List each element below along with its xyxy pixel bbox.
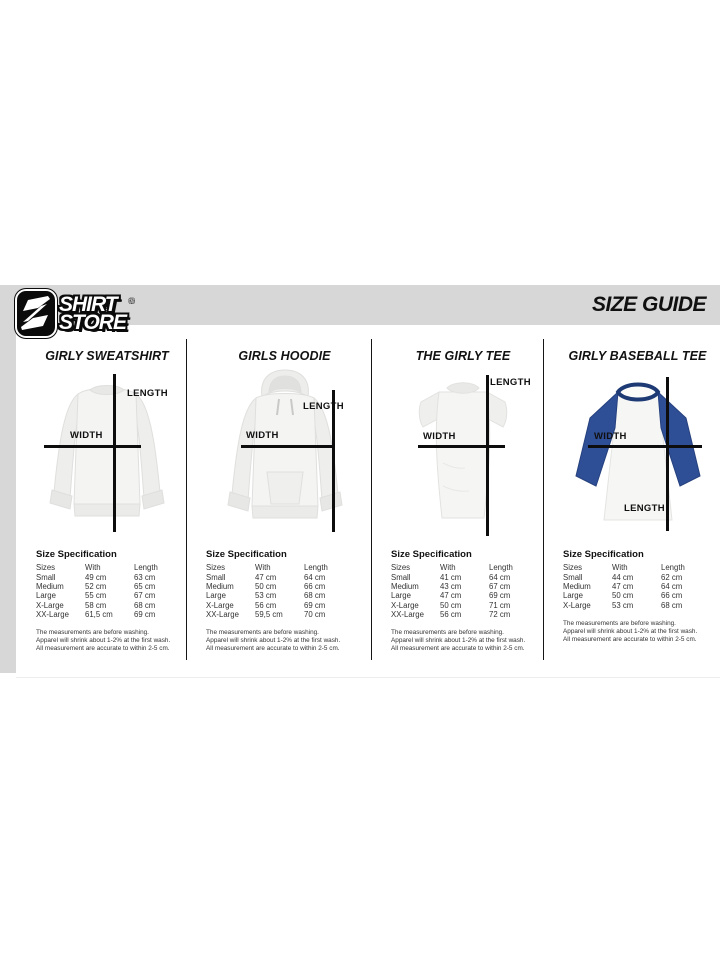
size-row: Large 47 cm 69 cm — [391, 591, 511, 601]
size-row: Small 49 cm 63 cm — [36, 573, 156, 582]
column-header: With — [612, 563, 628, 572]
width-label: WIDTH — [423, 431, 456, 442]
size-row: Medium 43 cm 67 cm — [391, 582, 511, 592]
note-line: The measurements are before washing. — [206, 629, 319, 637]
size-row: Small 41 cm 64 cm — [391, 573, 511, 582]
note-line: The measurements are before washing. — [563, 619, 676, 627]
note-line: All measurement are accurate to within 2-5 cm. — [36, 645, 170, 653]
note-line: All measurement are accurate to within 2-5 cm. — [391, 645, 525, 653]
product-column — [186, 325, 371, 677]
note-line: All measurement are accurate to within 2-5 cm. — [206, 645, 340, 653]
note-line: Apparel will shrink about 1-2% at the first wash. — [206, 637, 341, 645]
length-label: LENGTH — [127, 388, 168, 399]
note-line: Apparel will shrink about 1-2% at the first wash. — [36, 637, 171, 645]
left-gray-strip — [0, 325, 16, 673]
column-header: With — [255, 563, 271, 572]
product-figure — [206, 368, 363, 540]
size-row: X-Large 53 cm 68 cm — [563, 600, 683, 610]
length-measure-line — [113, 374, 116, 532]
product-column — [16, 325, 186, 677]
size-row: Large 55 cm 67 cm — [36, 591, 156, 601]
column-header: Length — [661, 563, 685, 572]
size-row: XX-Large 61,5 cm 69 cm — [36, 609, 156, 619]
size-table — [391, 563, 533, 619]
lightning-s-icon — [17, 291, 55, 336]
column-header: Length — [304, 563, 328, 572]
product-figure — [563, 368, 712, 540]
width-measure-line — [241, 445, 335, 448]
width-label: WIDTH — [246, 430, 279, 441]
size-table — [36, 563, 178, 619]
size-row: Small 44 cm 62 cm — [563, 573, 683, 582]
length-label: LENGTH — [303, 401, 344, 412]
shirt-store-logo[interactable] — [17, 291, 133, 336]
logo-word-store: STORE — [59, 310, 126, 334]
page-title: SIZE GUIDE — [591, 293, 706, 316]
note-line: All measurement are accurate to within 2-5 cm. — [563, 635, 697, 643]
note-line: The measurements are before washing. — [391, 629, 504, 637]
size-table-header-row — [563, 563, 705, 573]
width-label: WIDTH — [594, 431, 627, 442]
product-figure — [391, 368, 535, 540]
length-label: LENGTH — [624, 503, 665, 514]
columns — [16, 325, 720, 678]
size-row: Large 53 cm 68 cm — [206, 591, 326, 601]
size-row: Medium 47 cm 64 cm — [563, 582, 683, 592]
column-header: With — [440, 563, 456, 572]
registered-mark: ® — [129, 298, 133, 305]
size-table — [206, 563, 348, 619]
product-title: GIRLY BASEBALL TEE — [568, 349, 707, 363]
logo-word-shirt: SHIRT ® — [59, 292, 133, 316]
measurement-note — [206, 629, 363, 653]
column-header: With — [85, 563, 101, 572]
note-line: The measurements are before washing. — [36, 629, 149, 637]
column-header: Sizes — [36, 563, 56, 572]
size-table — [563, 563, 705, 610]
measurement-note — [563, 620, 712, 644]
product-column — [371, 325, 543, 677]
spec-title: Size Specification — [36, 549, 117, 560]
column-header: Sizes — [391, 563, 411, 572]
size-row: XX-Large 59,5 cm 70 cm — [206, 609, 326, 619]
size-row: XX-Large 56 cm 72 cm — [391, 609, 511, 619]
width-measure-line — [44, 445, 141, 448]
length-label: LENGTH — [490, 377, 531, 388]
logo-wordmark — [59, 292, 133, 334]
product-figure — [36, 368, 178, 540]
baseball-image — [568, 368, 708, 540]
column-header: Sizes — [206, 563, 226, 572]
size-row: Small 47 cm 64 cm — [206, 573, 326, 582]
measurement-note — [36, 629, 178, 653]
size-row: X-Large 58 cm 68 cm — [36, 600, 156, 610]
column-header: Sizes — [563, 563, 583, 572]
size-table-header-row — [391, 563, 533, 573]
column-header: Length — [489, 563, 513, 572]
size-table-header-row — [36, 563, 178, 573]
spec-title: Size Specification — [206, 549, 287, 560]
product-column — [543, 325, 720, 677]
measurement-note — [391, 629, 535, 653]
length-measure-line — [486, 375, 489, 536]
size-row: Large 50 cm 66 cm — [563, 591, 683, 601]
product-title: GIRLS HOODIE — [238, 349, 331, 363]
length-measure-line — [666, 377, 669, 531]
width-measure-line — [588, 445, 702, 448]
tee-image — [393, 368, 533, 540]
product-title: THE GIRLY TEE — [415, 349, 511, 363]
width-label: WIDTH — [70, 430, 103, 441]
note-line: Apparel will shrink about 1-2% at the first wash. — [563, 627, 698, 635]
column-header: Length — [134, 563, 158, 572]
size-row: X-Large 56 cm 69 cm — [206, 600, 326, 610]
width-measure-line — [418, 445, 505, 448]
spec-title: Size Specification — [391, 549, 472, 560]
size-table-header-row — [206, 563, 348, 573]
note-line: Apparel will shrink about 1-2% at the first wash. — [391, 637, 526, 645]
size-row: X-Large 50 cm 71 cm — [391, 600, 511, 610]
size-row: Medium 52 cm 65 cm — [36, 582, 156, 592]
product-title: GIRLY SWEATSHIRT — [45, 349, 169, 363]
spec-title: Size Specification — [563, 549, 644, 560]
size-row: Medium 50 cm 66 cm — [206, 582, 326, 592]
